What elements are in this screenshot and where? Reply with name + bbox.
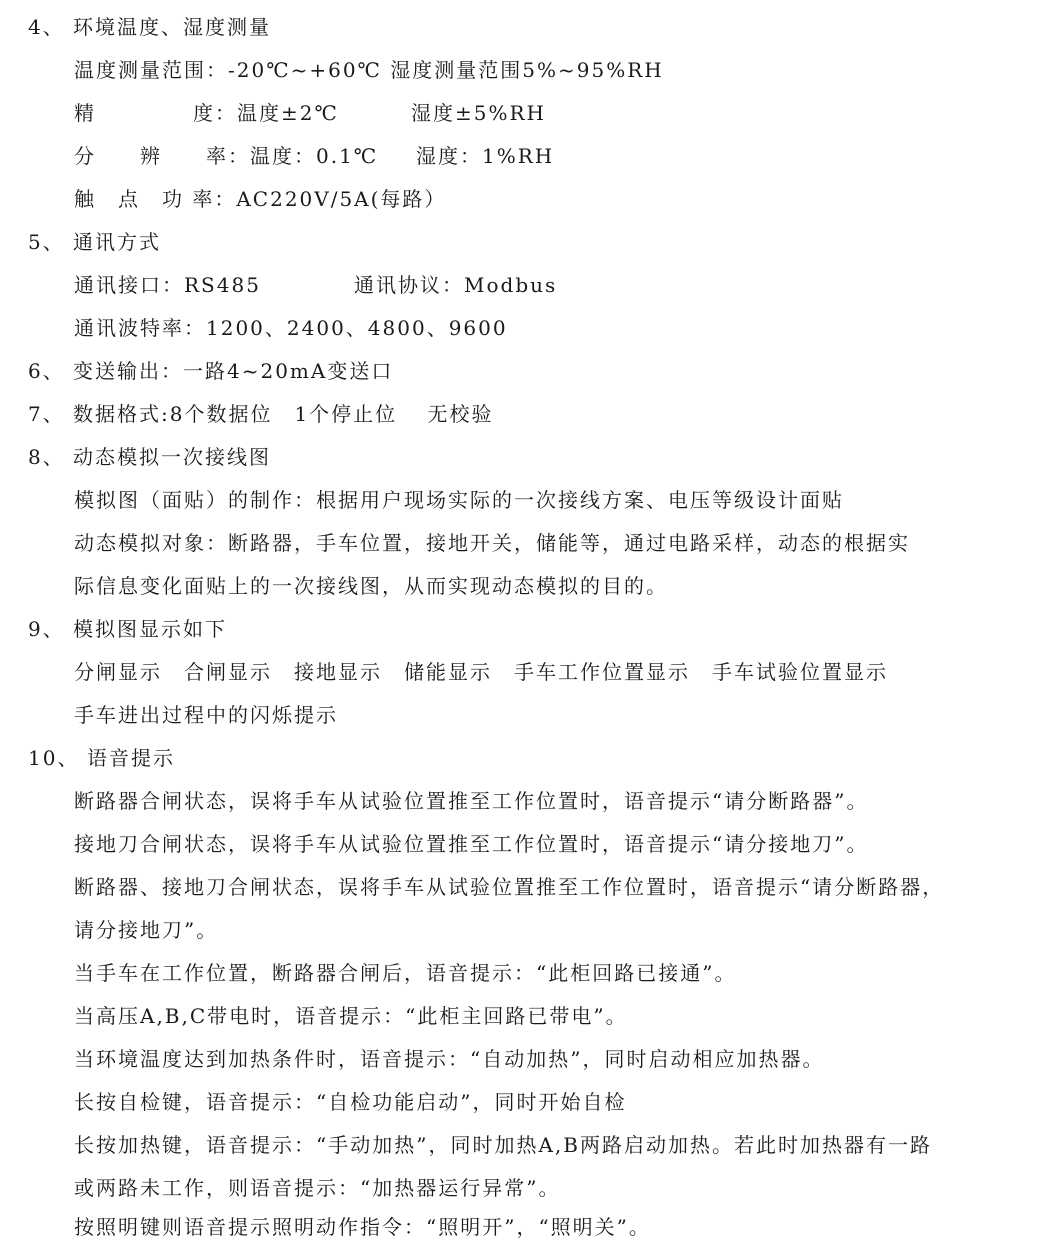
section-title: 模拟图显示如下 (73, 617, 227, 641)
accuracy-temperature: 度：温度±2℃ (193, 101, 339, 125)
section-6-heading (0, 350, 1040, 393)
paragraph-line (0, 952, 1040, 995)
section-number: 10、 (28, 746, 80, 770)
paragraph-line (0, 522, 1040, 565)
paragraph-line (0, 909, 1040, 952)
paragraph-text: 断路器合闸状态，误将手车从试验位置推至工作位置时，语音提示“请分断路器”。 (74, 789, 869, 813)
paragraph-text: 动态模拟对象：断路器，手车位置，接地开关，储能等，通过电路采样，动态的根据实 (74, 531, 910, 555)
section-8-heading (0, 436, 1040, 479)
paragraph-text: 际信息变化面贴上的一次接线图，从而实现动态模拟的目的。 (74, 574, 668, 598)
section-number: 9、 (28, 617, 65, 641)
contact-power-line (0, 178, 1040, 221)
paragraph-text: 当高压A,B,C带电时，语音提示：“此柜主回路已带电”。 (74, 1004, 628, 1028)
accuracy-label-start: 精 (74, 101, 96, 125)
paragraph-text: 通讯波特率：1200、2400、4800、9600 (74, 316, 508, 340)
section-number: 7、 (28, 402, 65, 426)
paragraph-line (0, 995, 1040, 1038)
paragraph-line (0, 780, 1040, 823)
paragraph-line (0, 1124, 1040, 1167)
paragraph-line (0, 823, 1040, 866)
temperature-humidity-range (0, 49, 1040, 92)
section-title: 通讯方式 (73, 230, 161, 254)
paragraph-text: 手车进出过程中的闪烁提示 (74, 703, 338, 727)
paragraph-text: 分闸显示 合闸显示 接地显示 储能显示 手车工作位置显示 手车试验位置显示 (74, 660, 888, 684)
paragraph-line (0, 694, 1040, 737)
paragraph-text: 触 点 功 率：AC220V/5A(每路） (74, 187, 447, 211)
accuracy-line (0, 92, 1040, 135)
section-number: 8、 (28, 445, 65, 469)
paragraph-text: 按照明键则语音提示照明动作指令：“照明开”，“照明关”。 (74, 1215, 651, 1239)
section-5-heading (0, 221, 1040, 264)
paragraph-text: 模拟图（面贴）的制作：根据用户现场实际的一次接线方案、电压等级设计面贴 (74, 488, 844, 512)
accuracy-humidity: 湿度±5%RH (411, 101, 546, 125)
resolution-humidity: 湿度：1%RH (416, 144, 555, 168)
section-title: 数据格式:8个数据位 1个停止位 无校验 (73, 402, 494, 426)
section-title: 变送输出：一路4~20mA变送口 (73, 359, 394, 383)
section-title: 环境温度、湿度测量 (73, 15, 271, 39)
paragraph-line (0, 479, 1040, 522)
resolution-temperature: 分 辨 率：温度：0.1℃ (74, 144, 379, 168)
paragraph-text: 请分接地刀”。 (74, 918, 219, 942)
paragraph-text: 接地刀合闸状态，误将手车从试验位置推至工作位置时，语音提示“请分接地刀”。 (74, 832, 869, 856)
section-number: 6、 (28, 359, 65, 383)
paragraph-text: 温度测量范围：-20℃~+60℃ 湿度测量范围5%~95%RH (74, 58, 664, 82)
resolution-line (0, 135, 1040, 178)
comm-protocol: 通讯协议：Modbus (354, 273, 558, 297)
paragraph-text: 当环境温度达到加热条件时，语音提示：“自动加热”，同时启动相应加热器。 (74, 1047, 825, 1071)
section-title: 动态模拟一次接线图 (73, 445, 271, 469)
section-9-heading (0, 608, 1040, 651)
paragraph-line (0, 1167, 1040, 1210)
section-title: 语音提示 (87, 746, 175, 770)
paragraph-text: 断路器、接地刀合闸状态，误将手车从试验位置推至工作位置时，语音提示“请分断路器， (74, 875, 945, 899)
paragraph-line (0, 565, 1040, 608)
paragraph-line (0, 1206, 1040, 1249)
section-number: 5、 (28, 230, 65, 254)
baud-rate-line (0, 307, 1040, 350)
paragraph-text: 或两路未工作，则语音提示：“加热器运行异常”。 (74, 1176, 561, 1200)
paragraph-line (0, 651, 1040, 694)
paragraph-text: 长按自检键，语音提示：“自检功能启动”，同时开始自检 (74, 1090, 627, 1114)
paragraph-text: 长按加热键，语音提示：“手动加热”，同时加热A,B两路启动加热。若此时加热器有一路 (74, 1133, 932, 1157)
paragraph-line (0, 866, 1040, 909)
section-10-heading (0, 737, 1040, 780)
comm-interface: 通讯接口：RS485 (74, 273, 261, 297)
paragraph-text: 当手车在工作位置，断路器合闸后，语音提示：“此柜回路已接通”。 (74, 961, 737, 985)
section-4-heading (0, 6, 1040, 49)
paragraph-line (0, 1081, 1040, 1124)
interface-protocol-line (0, 264, 1040, 307)
paragraph-line (0, 1038, 1040, 1081)
section-number: 4、 (28, 15, 65, 39)
section-7-heading (0, 393, 1040, 436)
